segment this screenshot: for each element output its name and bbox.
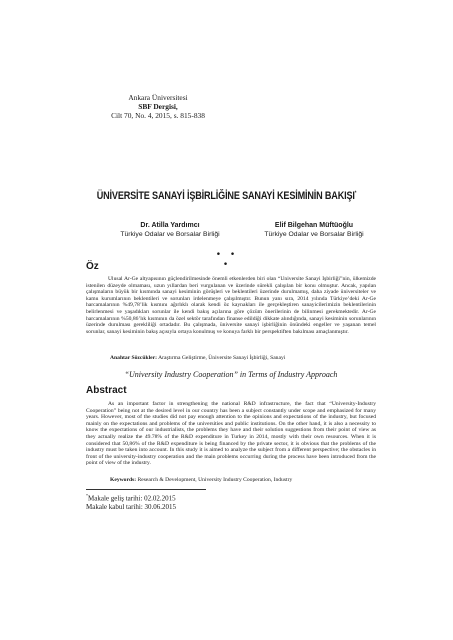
abstract-keywords-label: Keywords: — [110, 477, 137, 483]
article-title-block — [32, 190, 422, 202]
author-2-affiliation: Türkiye Odalar ve Borsalar Birliği — [264, 231, 364, 238]
oz-keywords-value: Araştırma Geliştirme, Üniversite Sanayi İşbirliği, Sanayi — [158, 355, 286, 361]
journal-institution: Ankara Üniversitesi — [128, 93, 188, 102]
section-separator: • • • — [215, 250, 239, 270]
abstract-keywords — [110, 477, 376, 484]
author-1 — [100, 221, 240, 239]
author-2 — [244, 221, 384, 239]
title-footnote-mark: * — [354, 190, 357, 197]
journal-info — [88, 93, 228, 120]
abstract-keywords-value: Research & Development, University Industry Cooperation, Industry — [137, 477, 293, 483]
footnote-mark: * — [86, 493, 88, 498]
author-1-affiliation: Türkiye Odalar ve Borsalar Birliği — [120, 231, 220, 238]
received-date-text: Makale geliş tarihi: 02.02.2015 — [88, 494, 176, 503]
received-date — [86, 492, 176, 503]
oz-keywords — [110, 355, 376, 362]
journal-citation: Cilt 70, No. 4, 2015, s. 815-838 — [111, 111, 205, 120]
author-1-name: Dr. Atilla Yardımcı — [140, 222, 200, 229]
author-2-name: Elif Bilgehan Müftüoğlu — [274, 222, 354, 229]
english-title: “University Industry Cooperation” in Terms of Industry Approach — [124, 370, 338, 379]
abstract-text: As an important factor in strengthening the national R&D infrastructure, the fact that “University-Industry Cooperation” being not at the desired level in our country has been a subject constantly under scope and emphasized for many years. However, most of the studies did not pay enough attention to the opinions and expectations of the industry, but focused mainly on the expectations and problems of the universities and public institutions. On the other hand, it is also a necessity to know the expectations of our industrialists, the problems they have and their solution suggestions from their point of view as they actually realize the 49.78% of the R&D expenditure in Turkey in 2014, mostly with their own resources. When it is considered that 50,86% of the R&D expenditure is being financed by the private sector, it is obvious that the problems of the industry must be taken into account. In this study it is aimed to analyze the subject from a different perspective; the obstacles in front of the university-industry cooperation and the main problems occurring during the process have been introduced from the point of view of the industry. — [86, 401, 376, 467]
oz-text: Ulusal Ar-Ge altyapısının güçlendirilmesinde önemli etkenlerden biri olan “Üniversite Sanayi İşbirliği”nin, ülkemizde istenilen düzeyde olmaması, uzun yıllardan beri vurgulanan ve üzerinde sürekli çalışılan bir konu olmuştur. Ancak, yapılan çalışmaların büyük bir kısmında sanayi kesiminin görüşleri ve beklentileri üzerinde durulmamış, daha ziyade üniversiteler ve kamu kurumlarının beklentileri ve sorunları irdelenmeye çalışılmıştır. Bunun yanı sıra, 2014 yılında Türkiye’deki Ar-Ge harcamalarının %49,78’lik kısmını ağırlıklı olarak kendi öz kaynakları ile gerçekleştiren sanayicilerimizin beklentilerinin belirlenmesi ve yaşadıkları sorunlar ile kendi bakış açılarına göre çözüm önerilerinin de bilinmesi gerekmektedir. Ar-Ge harcamalarının %50,86’lık kısmının da özel sektör tarafından finanse edildiği dikkate alındığında, sanayi kesiminin sorunlarının üzerinde durulması gerekliliği ortadadır. Bu çalışmada, üniversite sanayi işbirliğinin önündeki engeller ve yaşanan temel sorunlar, sanayi kesiminin bakış açısıyla ortaya konulmuş ve konuya farklı bir perspektiften bakılması amaçlanmıştır. — [86, 276, 376, 335]
article-title: ÜNİVERSİTE SANAYİ İŞBİRLİĞİNE SANAYİ KESİMİNİN BAKIŞI — [96, 190, 355, 202]
journal-name: SBF Dergisi, — [138, 102, 178, 111]
accepted-date: Makale kabul tarihi: 30.06.2015 — [86, 502, 177, 511]
footnote — [86, 492, 176, 512]
footnote-divider — [86, 489, 206, 490]
oz-keywords-label: Anahtar Sözcükler: — [110, 355, 157, 361]
abstract-heading: Abstract — [86, 385, 127, 396]
oz-heading: Öz — [86, 261, 99, 272]
